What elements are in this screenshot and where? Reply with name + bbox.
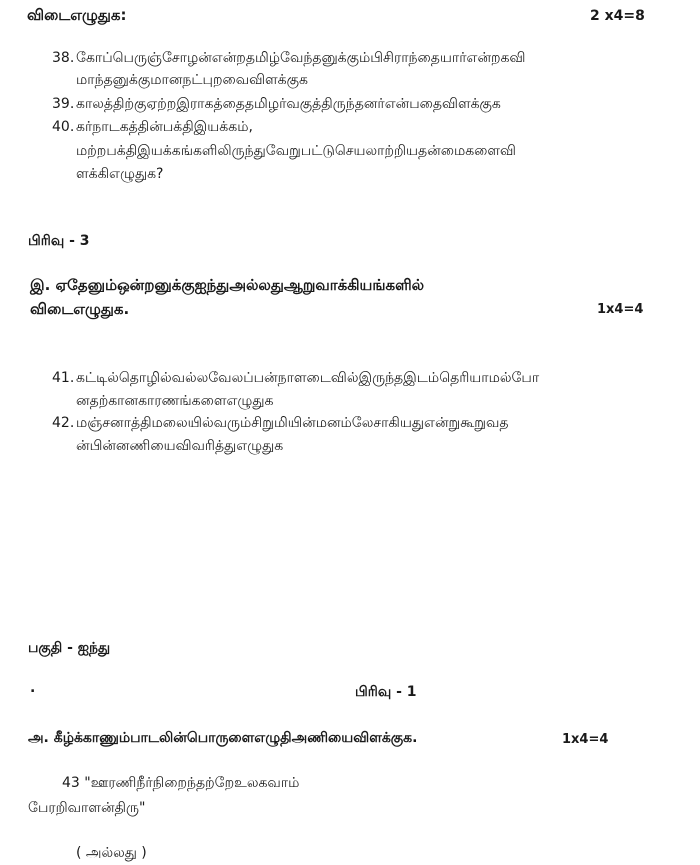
poem-line: பேரறிவாளன்திரு" [28,800,146,816]
question-number: 38. [52,50,75,66]
part-instruction: விடைஎழுதுக. [30,300,130,318]
bullet-mark: . [30,680,36,696]
poem-line: 43 "ஊரணிநீர்நிறைந்தற்றேஉலகவாம் [62,775,300,791]
question-number: 39. [52,96,75,112]
question-number: 40. [52,119,75,135]
question-text: காலத்திற்குஏற்றஇராகத்தைதமிழர்வகுத்திருந்தனர்என்பதைவிளக்குக [76,96,501,112]
or-label: ( அல்லது ) [76,845,147,861]
question-number: 41. [52,370,75,386]
question-text: மஞ்சனாத்திமலையில்வரும்சிறுமியின்மனம்லேசாகியதுஎன்றுகூறுவத [76,415,509,431]
marks-label: 1x4=4 [597,302,644,317]
part-heading: பகுதி - ஐந்து [28,640,111,656]
marks-label: 2 x4=8 [590,8,645,24]
question-text: ளக்கிஎழுதுக? [76,166,164,182]
question-text: கோப்பெருஞ்சோழன்என்றதமிழ்வேந்தனுக்கும்பிசிராந்தையார்என்றகவி [76,50,526,66]
question-text: னதற்கானகாரணங்களைஎழுதுக [76,393,274,409]
section-heading: பிரிவு - 1 [355,684,417,700]
question-text: மற்றபக்திஇயக்கங்களிலிருந்துவேறுபட்டுசெயலாற்றியதன்மைகளைவி [76,143,516,159]
question-text: ன்பின்னணியைவிவரித்துஎழுதுக [76,438,284,454]
answer-instruction: விடைஎழுதுக: [27,6,127,24]
section-heading: பிரிவு - 3 [28,233,90,249]
question-text: கர்நாடகத்தின்பக்திஇயக்கம், [76,119,253,135]
question-text: கட்டில்தொழில்வல்லவேலப்பன்நாளடைவில்இருந்தஇடம்தெரியாமல்போ [76,370,540,386]
question-text: மாந்தனுக்குமானநட்புறவைவிளக்குக [76,72,308,88]
question-number: 42. [52,415,75,431]
marks-label: 1x4=4 [562,732,609,747]
part-instruction: அ. கீழ்க்காணும்பாடலின்பொருளைஎழுதிஅணியைவிளக்குக. [28,730,418,746]
part-instruction: இ. ஏதேனும்ஒன்றனுக்குஐந்துஅல்லதுஆறுவாக்கியங்களில் [30,276,425,294]
